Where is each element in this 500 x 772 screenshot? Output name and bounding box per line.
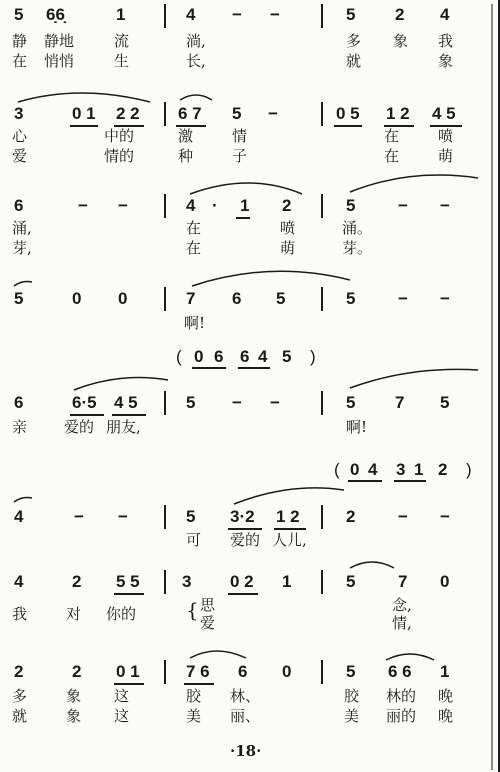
bar-line (321, 287, 323, 311)
lyric: 这 (114, 687, 130, 705)
note: 7 (186, 289, 196, 308)
lyric: 静 (12, 32, 28, 50)
lyric: 情, (392, 614, 412, 632)
lyric: 我 (12, 605, 28, 623)
lyric: 喷 (438, 127, 454, 145)
lyric: 对 (66, 605, 82, 623)
slur-mark (74, 378, 168, 390)
dot: · (212, 196, 218, 215)
note: 5 (276, 289, 286, 308)
dash: − (118, 507, 128, 526)
note: 4 (258, 347, 268, 366)
bar-line (164, 194, 166, 218)
note: 6 (14, 393, 24, 412)
slur-mark (350, 175, 478, 192)
note: 1 2 (276, 507, 300, 526)
bar-line (321, 570, 323, 594)
note: 0 (350, 460, 360, 479)
dash: − (270, 5, 280, 24)
lyric: 美 (186, 707, 202, 725)
rest: 0 (282, 662, 292, 681)
note: 6̣6̣ (46, 5, 65, 24)
note: 4 (440, 5, 450, 24)
note: 6 6 (388, 662, 412, 681)
underline (112, 414, 146, 416)
lyric: 在 (186, 239, 202, 257)
lyric: 激 (178, 127, 194, 145)
lyric: 心 (12, 127, 28, 145)
note: 5 (186, 393, 196, 412)
lyric: 胶 (186, 687, 202, 705)
lyric: 爱 (12, 147, 28, 165)
lyric: 淌, (186, 32, 206, 50)
dash: − (440, 507, 450, 526)
bar-line (164, 570, 166, 594)
lyric: 多 (12, 687, 28, 705)
note: 2 (282, 196, 292, 215)
bar-line (321, 505, 323, 529)
note: 6·5 (72, 393, 97, 412)
lyric: 静地 (44, 32, 75, 50)
note: 3 (182, 572, 192, 591)
lyric: 可 (186, 531, 202, 549)
note: 7 (398, 572, 408, 591)
lyric: 流 (114, 32, 130, 50)
underline (238, 367, 270, 369)
slur-mark (192, 271, 350, 286)
slur-mark (190, 651, 246, 658)
lyric: 喷 (280, 219, 296, 237)
note: 5 (440, 393, 450, 412)
note: 1 (116, 5, 126, 24)
lyric: 芽, (12, 239, 32, 257)
note: 1 (440, 662, 450, 681)
note: 5 (346, 5, 356, 24)
lyric: 子 (232, 147, 248, 165)
underline (236, 217, 250, 219)
note: 4 (186, 5, 196, 24)
lyric: 涌, (12, 219, 32, 237)
bar-line (164, 4, 166, 28)
note: 6 7 (178, 104, 202, 123)
lyric: 人儿, (272, 531, 307, 549)
underline (228, 528, 262, 530)
lyric: 思 (200, 596, 216, 614)
lyric: 就 (346, 52, 362, 70)
page-number: ·18· (230, 742, 262, 760)
bar-line (164, 287, 166, 311)
lyric: 念, (392, 596, 412, 614)
note: 4 (14, 572, 24, 591)
lyric: 就 (12, 707, 28, 725)
note: 5 (14, 5, 24, 24)
lyric: 悄悄 (44, 52, 75, 70)
note: 0 1 (72, 104, 96, 123)
lyric: 在 (384, 147, 400, 165)
note: 2 (438, 460, 448, 479)
note: 5 (346, 393, 356, 412)
dash: − (398, 289, 408, 308)
note: 3 (14, 104, 24, 123)
tie-end-mark (14, 282, 32, 287)
dash: − (232, 393, 242, 412)
note: 4 (186, 196, 196, 215)
paren-open: ( (334, 460, 340, 479)
bar-line (321, 391, 323, 415)
lyric: 象 (438, 52, 454, 70)
lyric: 啊! (346, 418, 368, 436)
bar-line (321, 194, 323, 218)
underline (70, 414, 104, 416)
lyric: 我 (438, 32, 454, 50)
slur-mark (386, 654, 434, 660)
note: 2 (395, 5, 405, 24)
bar-line (164, 505, 166, 529)
rest: 0 (118, 289, 128, 308)
bar-line (321, 4, 323, 28)
note: 2 (72, 572, 82, 591)
slur-mark (234, 488, 344, 504)
lyric: 萌 (438, 147, 454, 165)
dash: − (270, 393, 280, 412)
note: 0 2 (230, 572, 254, 591)
bar-line (321, 102, 323, 126)
underline (114, 683, 144, 685)
note: 6 (14, 196, 24, 215)
rest: 0 (72, 289, 82, 308)
slur-mark (190, 183, 302, 194)
lyric: 啊! (184, 314, 206, 332)
dash: − (398, 507, 408, 526)
underline (274, 528, 306, 530)
lyric: 爱的 (64, 418, 95, 436)
note: 7 (395, 393, 405, 412)
lyric: 林、 (230, 687, 261, 705)
note: 0 (194, 347, 204, 366)
note: 4 (368, 460, 378, 479)
slur-mark (18, 93, 150, 102)
bar-line (164, 391, 166, 415)
lyric: 爱的 (230, 531, 261, 549)
note: 3·2 (230, 507, 255, 526)
lyric: 情的 (104, 147, 135, 165)
note: 1 (414, 460, 424, 479)
lyric: 中的 (104, 127, 135, 145)
note: 5 (232, 104, 242, 123)
lyric: 多 (346, 32, 362, 50)
note: 6 (214, 347, 224, 366)
lyric: 萌 (280, 239, 296, 257)
note: 0 1 (116, 662, 140, 681)
note: 1 (282, 572, 292, 591)
paren-close: ) (466, 460, 472, 479)
note: 6 (232, 289, 242, 308)
slur-mark (350, 369, 478, 388)
underline (192, 367, 226, 369)
lyric: 林的 (386, 687, 417, 705)
lyric: 爱 (200, 614, 216, 632)
lyric: 丽的 (386, 707, 417, 725)
note: 5 (346, 662, 356, 681)
lyric: 朋友, (106, 418, 141, 436)
bar-line (164, 660, 166, 684)
lyric: 在 (12, 52, 28, 70)
lyric: 情 (232, 127, 248, 145)
lyric: 晚 (438, 687, 454, 705)
lyric: 胶 (344, 687, 360, 705)
lyric: 这 (114, 707, 130, 725)
paren-close: ) (310, 347, 316, 366)
note: 1 2 (386, 104, 410, 123)
underline (184, 683, 214, 685)
slur-mark (180, 95, 212, 100)
lyric: 涌。 (342, 219, 373, 237)
lyric: 在 (186, 219, 202, 237)
lyric: 亲 (12, 418, 28, 436)
note: 5 (346, 196, 356, 215)
dash: − (268, 104, 278, 123)
lyric: 在 (384, 127, 400, 145)
dash: − (232, 5, 242, 24)
underline (348, 480, 382, 482)
lyric: 丽、 (230, 707, 261, 725)
dash: − (118, 196, 128, 215)
paren-open: ( (176, 347, 182, 366)
lyric: 象 (66, 687, 82, 705)
note: 3 (396, 460, 406, 479)
lyric: 象 (393, 32, 409, 50)
lyric: 长, (186, 52, 206, 70)
lyric: 种 (178, 147, 194, 165)
note: 1 (240, 196, 250, 215)
underline (228, 593, 258, 595)
tie-end-mark (14, 498, 32, 503)
note: 5 (186, 507, 196, 526)
brace: { (186, 598, 199, 622)
lyric: 象 (66, 707, 82, 725)
underline (70, 125, 98, 127)
note: 7 6 (186, 662, 210, 681)
dash: − (398, 196, 408, 215)
lyric: 美 (344, 707, 360, 725)
note: 4 (14, 507, 24, 526)
note: 0 5 (336, 104, 360, 123)
underline (114, 593, 144, 595)
bar-line (164, 102, 166, 126)
dash: − (74, 507, 84, 526)
note: 2 (346, 507, 356, 526)
rest: 0 (440, 572, 450, 591)
dash: − (440, 289, 450, 308)
slur-mark (350, 562, 394, 568)
underline (394, 480, 426, 482)
lyric: 芽。 (342, 239, 373, 257)
note: 5 (14, 289, 24, 308)
note: 2 (72, 662, 82, 681)
underline (334, 125, 362, 127)
bar-line (321, 660, 323, 684)
note: 2 (14, 662, 24, 681)
note: 5 5 (116, 572, 140, 591)
lyric: 晚 (438, 707, 454, 725)
note: 5 (282, 347, 292, 366)
note: 6 (240, 347, 250, 366)
dash: − (78, 196, 88, 215)
lyric: 你的 (106, 605, 137, 623)
note: 6 (238, 662, 248, 681)
lyric: 生 (114, 52, 130, 70)
dash: − (440, 196, 450, 215)
note: 5 (346, 289, 356, 308)
note: 5 (346, 572, 356, 591)
note: 4 5 (432, 104, 456, 123)
note: 4 5 (114, 393, 138, 412)
note: 2 2 (116, 104, 140, 123)
